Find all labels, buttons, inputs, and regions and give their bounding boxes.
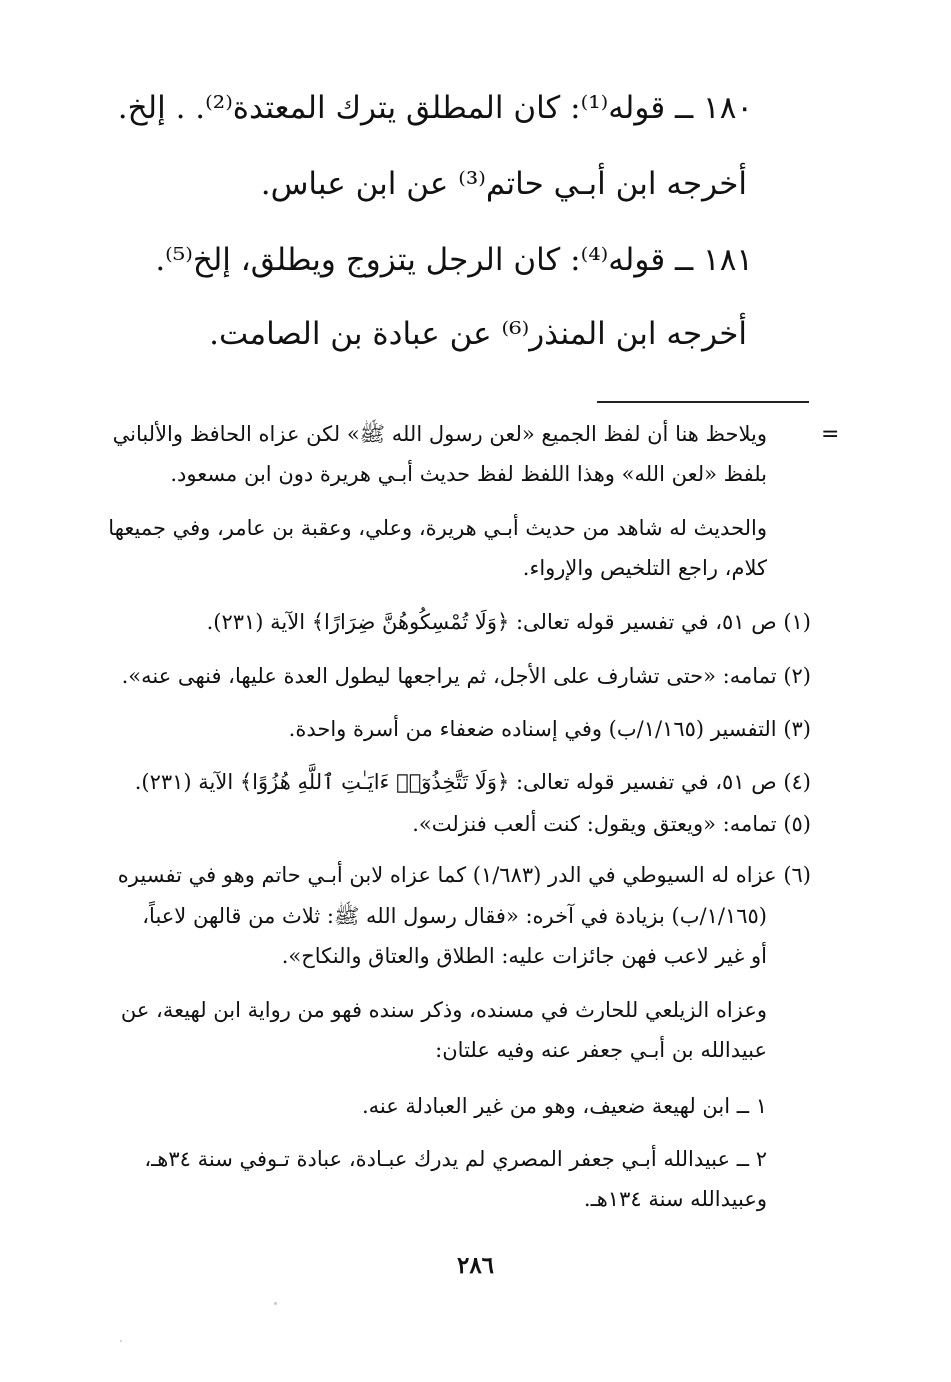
footnote-6-item-2-line: وعبيدالله سنة ١٣٤هـ.: [583, 1187, 767, 1211]
footnote-continued-line: ويلاحظ هنا أن لفظ الجميع «لعن رسول الله ﷺ» لكن عزاه الحافظ والألباني: [112, 422, 767, 446]
footnote-6-item-1: ١ ــ ابن لهيعة ضعيف، وهو من غير العبادلة عنه.: [361, 1094, 767, 1118]
footnote-continued-line: والحديث له شاهد من حديث أبـي هريرة، وعلي، وعقبة بن عامر، وفي جميعها: [108, 516, 767, 540]
footnote-6-line: أو غير لاعب فهن جائزات عليه: الطلاق والعتاق والنكاح».: [281, 944, 767, 968]
footnote-4: (٤) ص ٥١، في تفسير قوله تعالى: ﴿وَلَا تَتَّخِذُوٓا۟ ءَايَـٰتِ ٱللَّهِ هُزُوًا﴾ الآية (٢٣١).: [134, 770, 811, 794]
entry-181-source: أخرجه ابن المنذر⁽⁶⁾ عن عبادة بن الصامت.: [209, 316, 747, 352]
footnote-5: (٥) تمامه: «ويعتق ويقول: كنت ألعب فنزلت».: [412, 812, 811, 836]
page-number: ٢٨٦: [456, 1252, 495, 1279]
footnote-1: (١) ص ٥١، في تفسير قوله تعالى: ﴿وَلَا تُمْسِكُوهُنَّ ضِرَارًا﴾ الآية (٢٣١).: [206, 610, 811, 634]
footnote-3: (٣) التفسير (١/١٦٥/ب) وفي إسناده ضعفاء من أسرة واحدة.: [288, 717, 811, 741]
footnote-6: (٦) عزاه له السيوطي في الدر (١/٦٨٣) كما عزاه لابن أبـي حاتم وهو في تفسيره: [117, 863, 811, 887]
footnote-6-line: عبيدالله بن أبـي جعفر عنه وفيه علتان:: [435, 1038, 767, 1062]
continuation-mark: =: [821, 422, 840, 447]
entry-180-source: أخرجه ابن أبـي حاتم⁽³⁾ عن ابن عباس.: [260, 166, 747, 202]
footnote-continued-line: كلام، راجع التلخيص والإرواء.: [522, 556, 767, 580]
footnote-6-line: (١/١٦٥/ب) بزيادة في آخره: «فقال رسول الله ﷺ: ثلاث من قالهن لاعباً،: [142, 904, 767, 928]
footnote-continued-line: بلفظ «لعن الله» وهذا اللفظ لفظ حديث أبـي هريرة دون ابن مسعود.: [170, 462, 767, 486]
footnote-2: (٢) تمامه: «حتى تشارف على الأجل، ثم يراجعها ليطول العدة عليها، فنهى عنه».: [121, 664, 811, 688]
footnote-separator: [597, 401, 809, 403]
footnote-6-item-2: ٢ ــ عبيدالله أبـي جعفر المصري لم يدرك عبـادة، عبادة تـوفي سنة ٣٤هـ،: [144, 1147, 767, 1171]
scan-speck: [120, 1340, 122, 1342]
footnote-6-line: وعزاه الزيلعي للحارث في مسنده، وذكر سنده فهو من رواية ابن لهيعة، عن: [120, 998, 767, 1022]
entry-181-heading: ١٨١ ــ قوله⁽⁴⁾: كان الرجل يتزوج ويطلق، إلخ⁽⁵⁾.: [155, 242, 753, 278]
entry-180-heading: ١٨٠ ــ قوله⁽¹⁾: كان المطلق يترك المعتدة⁽²⁾. . إلخ.: [117, 90, 753, 126]
scan-speck: [274, 1302, 277, 1305]
